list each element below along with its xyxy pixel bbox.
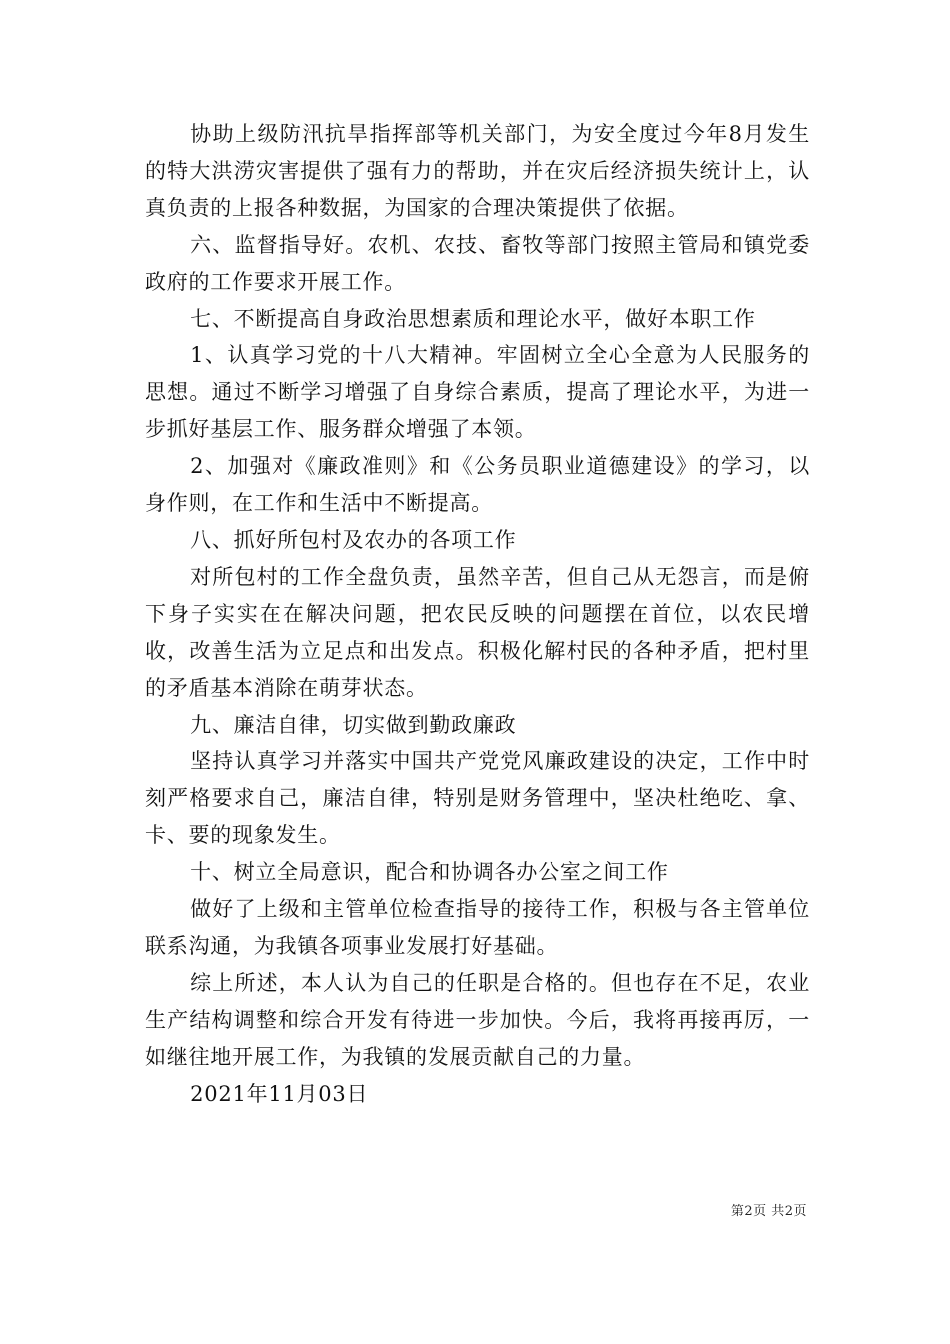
section-heading-nine: 九、廉洁自律，切实做到勤政廉政	[190, 712, 517, 737]
paragraph-study-spirit: 1、认真学习党的十八大精神。牢固树立全心全意为人民服务的思想。通过不断学习增强了自身综合素质，提高了理论水平，为进一步抓好基层工作、服务群众增强了本领。	[145, 343, 810, 442]
paragraph-flood-support: 协助上级防汛抗旱指挥部等机关部门，为安全度过今年8月发生的特大洪涝灾害提供了强有力的帮助，并在灾后经济损失统计上，认真负责的上报各种数据，为国家的合理决策提供了依据。	[145, 122, 810, 220]
paragraph-supervision: 六、监督指导好。农机、农技、畜牧等部门按照主管局和镇党委政府的工作要求开展工作。	[145, 232, 810, 294]
section-heading-eight: 八、抓好所包村及农办的各项工作	[190, 527, 517, 552]
page-number: 第2页 共2页	[730, 1204, 807, 1219]
document-date: 2021年11月03日	[190, 1081, 369, 1106]
paragraph-summary: 综上所述，本人认为自己的任职是合格的。但也存在不足，农业生产结构调整和综合开发有待进一步加快。今后，我将再接再厉，一如继往地开展工作，为我镇的发展贡献自己的力量。	[145, 970, 810, 1069]
paragraph-integrity-study: 2、加强对《廉政准则》和《公务员职业道德建设》的学习，以身作则，在工作和生活中不断提高。	[145, 454, 810, 516]
document-body	[145, 116, 810, 1112]
paragraph-village-work: 对所包村的工作全盘负责，虽然辛苦，但自己从无怨言，而是俯下身子实实在在解决问题，把农民反映的问题摆在首位，以农民增收，改善生活为立足点和出发点。积极化解村民的各种矛盾，把村里的矛盾基本消除在萌芽状态。	[145, 564, 810, 700]
section-heading-seven: 七、不断提高自身政治思想素质和理论水平，做好本职工作	[190, 306, 756, 331]
paragraph-self-discipline: 坚持认真学习并落实中国共产党党风廉政建设的决定，工作中时刻严格要求自己，廉洁自律，特别是财务管理中，坚决杜绝吃、拿、卡、要的现象发生。	[145, 749, 810, 848]
section-heading-ten: 十、树立全局意识，配合和协调各办公室之间工作	[190, 860, 669, 885]
paragraph-coordination: 做好了上级和主管单位检查指导的接待工作，积极与各主管单位联系沟通，为我镇各项事业发展打好基础。	[145, 897, 810, 958]
